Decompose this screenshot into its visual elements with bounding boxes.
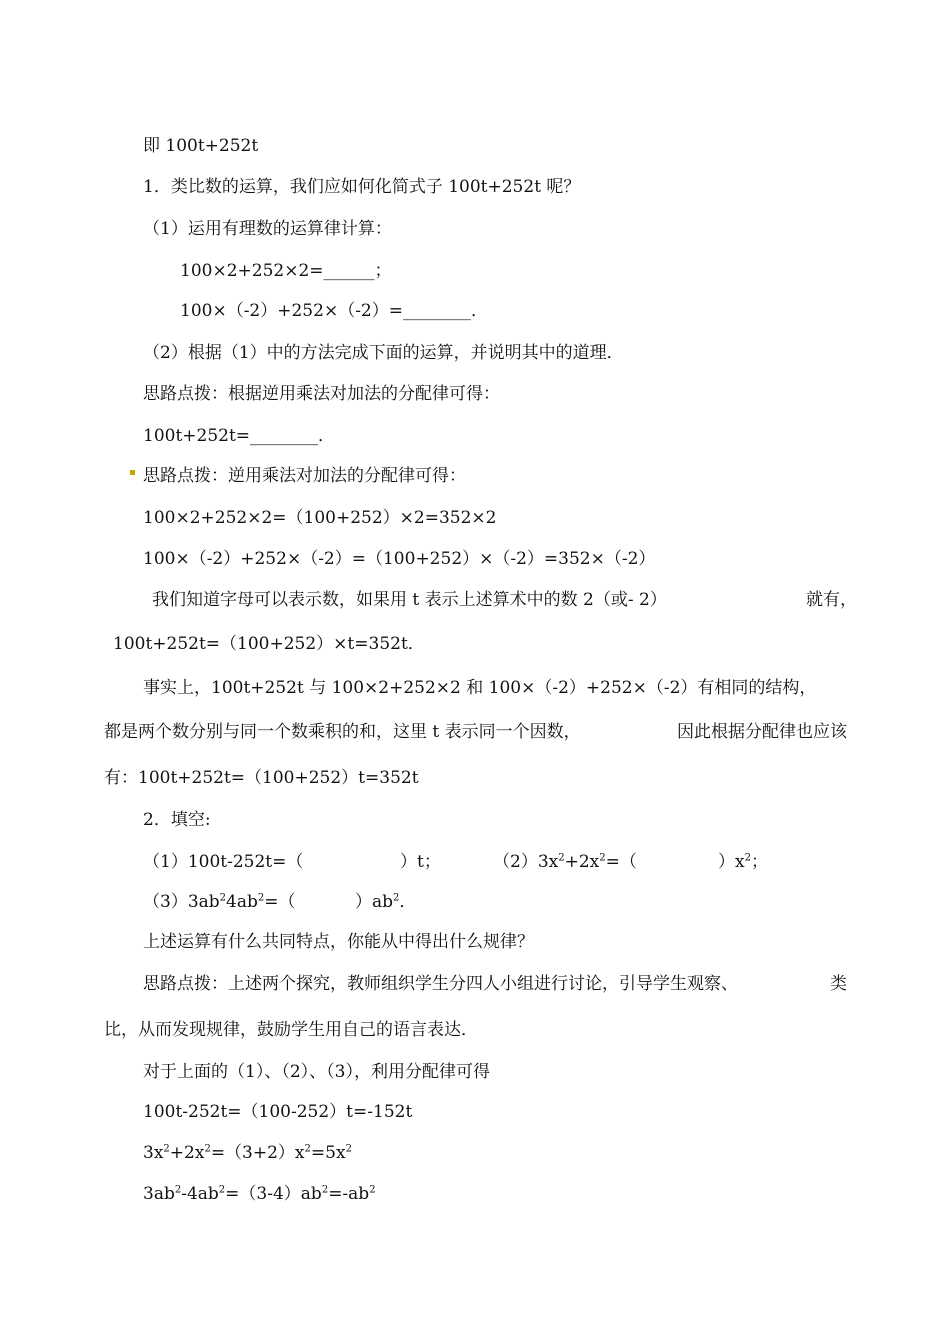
- result-3-b: -4ab: [181, 1184, 219, 1204]
- fill-2-exp-1: 2: [558, 852, 565, 864]
- fill-2-b: +2x: [564, 852, 600, 872]
- question-1: 1．类比数的运算，我们应如何化简式子 100t+252t 呢？: [143, 177, 581, 197]
- fill-3-exp-1: 2: [219, 892, 227, 904]
- result-2-exp-2: 2: [204, 1143, 211, 1155]
- calc-2: 100×（-2）+252×（-2）=________．: [180, 301, 488, 321]
- result-2-d: =5x: [310, 1143, 346, 1163]
- hint-3-line-1: [143, 973, 847, 995]
- fill-line: 100t+252t=________．: [143, 426, 336, 446]
- result-3-exp-2: 2: [218, 1184, 226, 1196]
- fill-2-exp-2: 2: [599, 852, 606, 864]
- fill-2-end: [718, 851, 768, 873]
- paragraph-line-2: 事实上，100t+252t 与 100×2+252×2 和 100×（-2）+252×（-2）有相同的结构，: [143, 678, 817, 698]
- result-3-exp-3: 2: [321, 1184, 329, 1196]
- hint-1: 思路点拨：根据逆用乘法对加法的分配律可得：: [143, 384, 500, 404]
- fill-2-d: ）x: [718, 852, 745, 872]
- fill-3-c: =（: [264, 892, 296, 912]
- hint-2: 思路点拨：逆用乘法对加法的分配律可得：: [143, 466, 466, 486]
- fill-3: [143, 891, 296, 913]
- hint-3-text-a: 思路点拨：上述两个探究，教师组织学生分四人小组进行讨论，引导学生观察、: [143, 974, 738, 994]
- result-3-c: =（3-4）ab: [225, 1184, 322, 1204]
- result-2-c: =（3+2）x: [210, 1143, 305, 1163]
- fill-3-d: ）ab: [355, 892, 394, 912]
- conclusion-intro: 对于上面的（1）、（2）、（3），利用分配律可得: [143, 1062, 490, 1082]
- result-1: 100t-252t=（100-252）t=-152t: [143, 1102, 413, 1122]
- equation-3: 100t+252t=（100+252）×t=352t．: [113, 634, 425, 654]
- fill-2: [493, 851, 637, 873]
- result-2: [143, 1142, 352, 1164]
- calc-1: 100×2+252×2=______；: [180, 261, 392, 281]
- subquestion-2: （2）根据（1）中的方法完成下面的运算，并说明其中的道理．: [143, 343, 624, 363]
- fill-1-end: [400, 851, 441, 873]
- result-3-exp-1: 2: [174, 1184, 182, 1196]
- hint-3-line-2: 比，从而发现规律，鼓励学生用自己的语言表达．: [104, 1020, 478, 1040]
- fill-3-exp-2: 2: [257, 892, 265, 904]
- result-2-exp-4: 2: [345, 1143, 352, 1155]
- fill-2-exp-3: 2: [744, 852, 751, 864]
- question-3: 上述运算有什么共同特点，你能从中得出什么规律？: [143, 932, 534, 952]
- result-3: [143, 1183, 376, 1205]
- paragraph-text-b: 就有，: [806, 590, 857, 610]
- fill-1-left: （1）100t-252t=（: [143, 852, 304, 872]
- question-2: 2．填空:: [143, 810, 211, 830]
- result-3-exp-4: 2: [369, 1184, 376, 1196]
- paragraph-text-a: 我们知道字母可以表示数，如果用 t 表示上述算术中的数 2（或- 2）: [152, 590, 667, 610]
- result-2-a: 3x: [143, 1143, 164, 1163]
- result-2-exp-3: 2: [304, 1143, 311, 1155]
- hint-3-text-b: 类: [830, 974, 847, 994]
- fill-2-e: ；: [750, 852, 768, 872]
- line-1: 即 100t+252t: [143, 136, 259, 156]
- result-2-exp-1: 2: [163, 1143, 170, 1155]
- paragraph-line-3: [104, 721, 847, 743]
- fill-1: [143, 851, 303, 873]
- paragraph-line-4: 有：100t+252t=（100+252）t=352t: [104, 768, 419, 788]
- paragraph-text-c: 都是两个数分别与同一个数乘积的和，这里 t 表示同一个因数，: [104, 722, 581, 742]
- fill-2-a: （2）3x: [493, 852, 559, 872]
- equation-1: 100×2+252×2=（100+252）×2=352×2: [143, 508, 497, 528]
- paragraph-text-d: 因此根据分配律也应该: [677, 722, 847, 742]
- paragraph-line-1: [152, 589, 857, 611]
- text-marker: [130, 470, 135, 475]
- subquestion-1: （1）运用有理数的运算律计算：: [143, 219, 392, 239]
- equation-2: 100×（-2）+252×（-2）=（100+252）×（-2）=352×（-2）: [143, 549, 656, 569]
- result-2-b: +2x: [169, 1143, 205, 1163]
- fill-1-right: ）t；: [400, 852, 441, 872]
- fill-3-b: 4ab: [226, 892, 258, 912]
- fill-3-a: （3）3ab: [143, 892, 220, 912]
- fill-3-e: ．: [399, 892, 417, 912]
- fill-2-c: =（: [605, 852, 637, 872]
- result-3-a: 3ab: [143, 1184, 175, 1204]
- fill-3-end: [355, 891, 416, 913]
- fill-3-exp-3: 2: [393, 892, 400, 904]
- result-3-d: =-ab: [328, 1184, 370, 1204]
